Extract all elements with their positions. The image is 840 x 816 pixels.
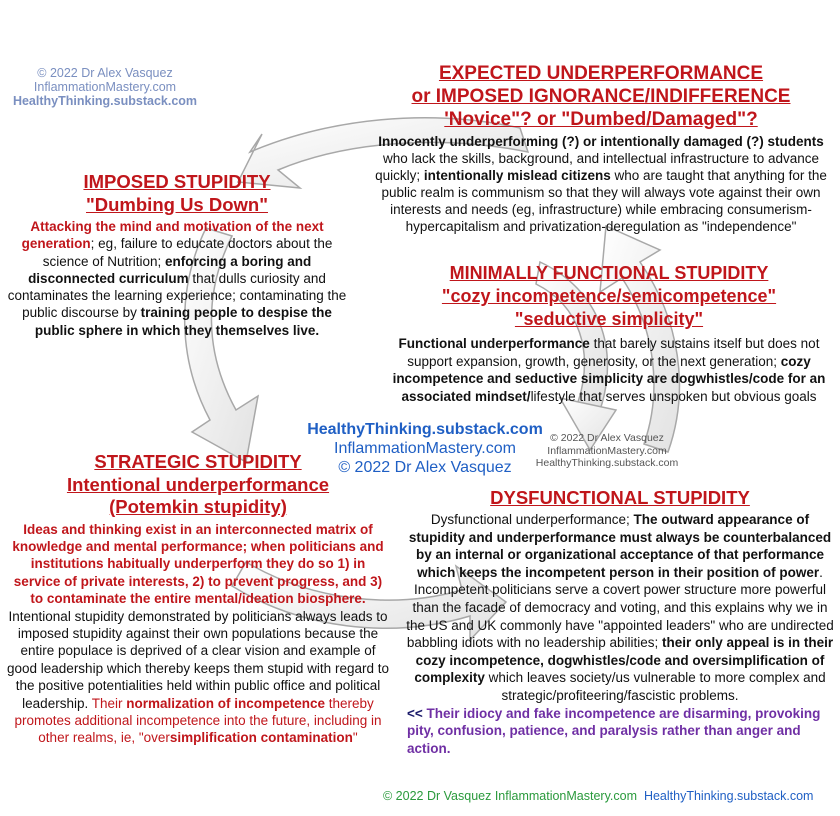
strategic-red-3-bold: simplification contamination (169, 730, 353, 746)
minimal-bold-2: cozy incompetence and seductive simplicity are dogwhistles/code for an associated mindset/ (392, 353, 826, 404)
small-watermark-line: © 2022 Dr Alex Vasquez (550, 432, 664, 444)
center-watermark-line-3: © 2022 Dr Alex Vasquez (338, 459, 512, 476)
imposed-bold-2: training people to despise the public sphere in which they themselves live. (34, 305, 332, 338)
small-watermark (532, 432, 682, 470)
minimal-bold-1: Functional underperformance (398, 336, 590, 351)
minimal-title-1: MINIMALLY FUNCTIONAL STUPIDITY (449, 263, 769, 283)
minimally-functional-block (383, 262, 835, 405)
imposed-title-2: "Dumbing Us Down" (86, 194, 268, 215)
strategic-red-1: Ideas and thinking exist in an interconnected matrix of knowledge and mental performance; when politicians and institutions habitually underperform they do so 1) in service of private interests, 2) to prevent progress, and 3) to contaminate the entire mental/ideation biosphere. (12, 521, 384, 607)
imposed-text-1: ; eg, failure to educate doctors about the science of Nutrition; (42, 236, 333, 269)
watermark-line: HealthyThinking.substack.com (12, 94, 198, 108)
dysfunctional-stupidity-block (405, 486, 835, 757)
strategic-red-4: " (352, 730, 358, 746)
expected-bold-1: Innocently underperforming (?) or intentionally damaged (?) students (378, 134, 824, 149)
imposed-red-1: Attacking the mind and motivation of the next generation (21, 219, 324, 252)
strategic-title-2: Intentional underperformance (66, 473, 330, 495)
watermark-line: InflammationMastery.com (33, 80, 177, 94)
dysfunctional-text-3: which leaves society/us vulnerable to more complex and strategic/profiteering/fascistic problems. (484, 670, 826, 703)
strategic-text-1: Intentional stupidity demonstrated by politicians always leads to imposed stupidity against their own populations because the entire populace is deprived of a clear vision and example of good leadership which thereby keeps them stupid with regard to the positive potentialities held within public office and political leadership. (7, 608, 389, 711)
expected-title-1: EXPECTED UNDERPERFORMANCE (438, 63, 764, 84)
strategic-description (6, 521, 390, 747)
center-watermark-line-1: HealthyThinking.substack.com (307, 421, 543, 438)
imposed-description (6, 218, 348, 339)
imposed-title-1: IMPOSED STUPIDITY (83, 171, 271, 192)
small-watermark-line: InflammationMastery.com (547, 444, 667, 457)
dysfunctional-purple-note (405, 705, 835, 758)
minimal-text-2: lifestyle that serves unspoken but obvious goals (530, 388, 817, 404)
double-arrow-marker: << (407, 705, 423, 721)
dysfunctional-title: DYSFUNCTIONAL STUPIDITY (490, 487, 750, 508)
strategic-red-2: Their (91, 695, 127, 711)
expected-title-2: or IMPOSED IGNORANCE/INDIFFERENCE (411, 86, 791, 107)
dysfunctional-purple-text: Their idiocy and fake incompetence are disarming, provoking pity, confusion, patience, and paralysis rather than anger and action. (407, 705, 821, 756)
strategic-red-2-bold: normalization of incompetence (126, 695, 326, 711)
footer-right: HealthyThinking.substack.com (643, 789, 814, 803)
center-watermark-line-2: InflammationMastery.com (334, 440, 516, 457)
imposed-bold-1: enforcing a boring and disconnected curriculum (28, 253, 312, 286)
expected-underperformance-block (365, 62, 837, 235)
dysfunctional-text-1: Dysfunctional underperformance; (430, 512, 634, 527)
watermark-topleft (10, 66, 200, 108)
imposed-text-2: that dulls curiosity and contaminates the learning experience; contaminating the public discourse by (7, 270, 347, 321)
strategic-stupidity-block (6, 451, 390, 747)
footer-left: © 2022 Dr Vasquez InflammationMastery.com (383, 789, 637, 803)
minimal-title-3: "seductive simplicity" (514, 309, 704, 329)
dysfunctional-bold-1: The outward appearance of stupidity and underperformance must always be counterbalanced by an internal or organizational acceptance of that performance which keeps the incompetent person in their position of power (408, 512, 832, 580)
footer (383, 789, 838, 803)
expected-text-2: who are taught that anything for the public realm is communism so that they will always vote against their own interests and needs (eg, infrastructure) while embracing consumerism-hypercapitalism and privatization-deregulation as "independence" (381, 168, 827, 234)
imposed-stupidity-block (6, 170, 348, 339)
dysfunctional-bold-2: their only appeal is in their cozy incompetence, dogwhistles/code and oversimplification of complexity (414, 635, 834, 686)
watermark-line: © 2022 Dr Alex Vasquez (37, 66, 173, 80)
strategic-title-1: STRATEGIC STUPIDITY (94, 451, 302, 472)
expected-text-1: who lack the skills, background, and intellectual infrastructure to advance quickly; (375, 151, 819, 183)
strategic-red-3: thereby promotes additional incompetence into the future, including in other realms, ie, "over (14, 695, 382, 746)
dysfunctional-description (405, 511, 835, 705)
expected-description (365, 133, 837, 235)
expected-bold-2: intentionally mislead citizens (423, 168, 611, 183)
small-watermark-line: HealthyThinking.substack.com (535, 457, 679, 469)
minimal-description (383, 335, 835, 405)
minimal-title-2: "cozy incompetence/semicompetence" (441, 286, 777, 306)
expected-title-3: 'Novice"? or "Dumbed/Damaged"? (444, 109, 758, 130)
dysfunctional-text-2: . Incompetent politicians serve a covert power structure more powerful than the facade of democracy and voting, and this explains why we in the US and UK commonly have "appointed leaders" who are undirected babbling idiots with no leadership abilities; (406, 564, 834, 651)
minimal-text-1: that barely sustains itself but does not support expansion, growth, generosity, or the next generation; (407, 336, 820, 369)
strategic-title-3: (Potemkin stupidity) (109, 496, 287, 517)
